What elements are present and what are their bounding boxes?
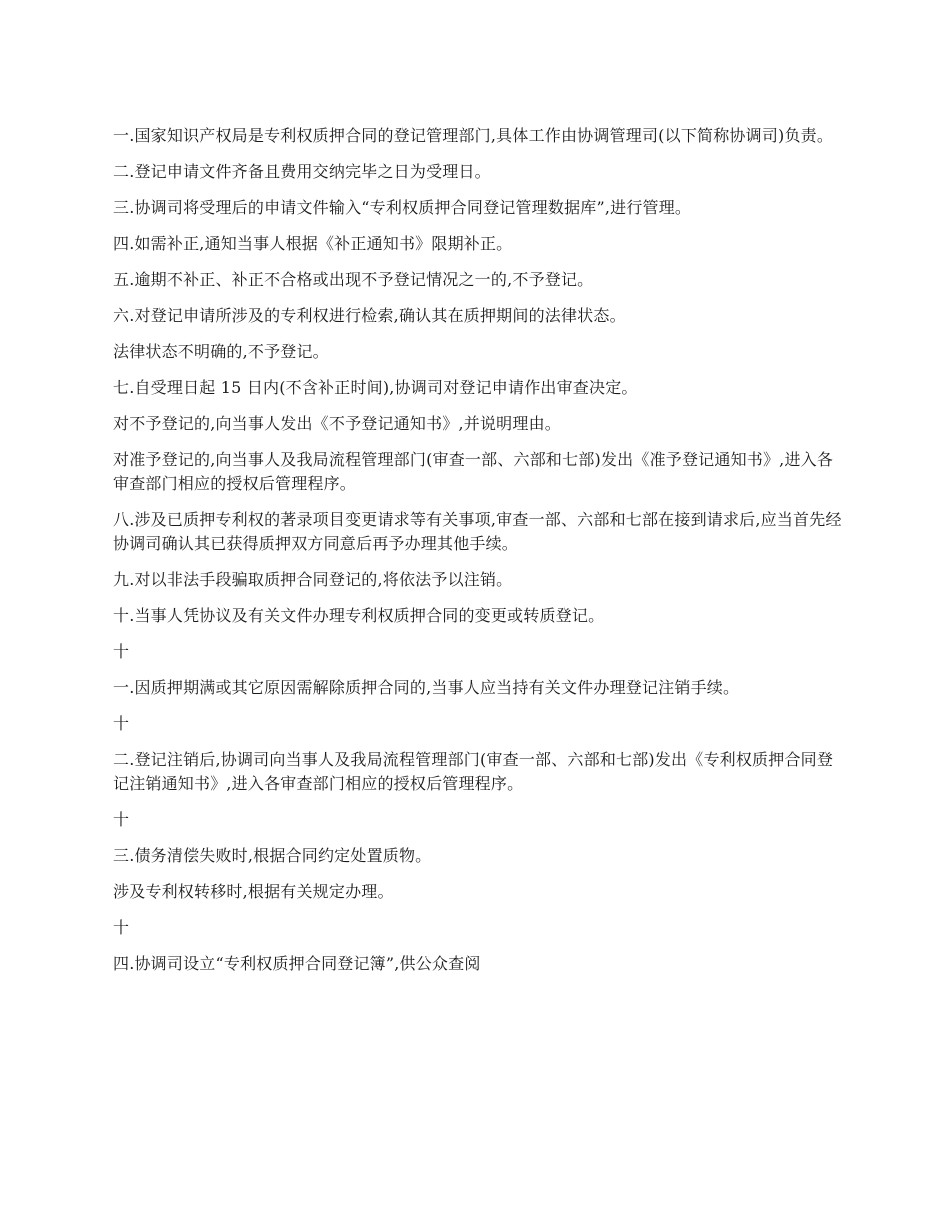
paragraph-10: 对准予登记的,向当事人及我局流程管理部门(审查一部、六部和七部)发出《准予登记通知书》,进入各审查部门相应的授权后管理程序。 — [113, 450, 834, 493]
paragraph-22: 四.协调司设立“专利权质押合同登记簿”,供公众查阅 — [113, 954, 481, 973]
paragraph-3: 三.协调司将受理后的申请文件输入“专利权质押合同登记管理数据库”,进行管理。 — [113, 198, 692, 217]
paragraph-14: 十 — [113, 642, 130, 661]
paragraph-2: 二.登记申请文件齐备且费用交纳完毕之日为受理日。 — [113, 162, 491, 181]
paragraph-5: 五.逾期不补正、补正不合格或出现不予登记情况之一的,不予登记。 — [113, 270, 594, 289]
paragraph-17: 二.登记注销后,协调司向当事人及我局流程管理部门(审查一部、六部和七部)发出《专利权质押合同登记注销通知书》,进入各审查部门相应的授权后管理程序。 — [113, 750, 834, 793]
paragraph-21: 十 — [113, 918, 130, 937]
paragraph-6: 六.对登记申请所涉及的专利权进行检索,确认其在质押期间的法律状态。 — [113, 306, 626, 325]
paragraph-4: 四.如需补正,通知当事人根据《补正通知书》限期补正。 — [113, 234, 513, 253]
paragraph-7: 法律状态不明确的,不予登记。 — [113, 342, 329, 361]
paragraph-19: 三.债务清偿失败时,根据合同约定处置质物。 — [113, 846, 432, 865]
document-body — [113, 124, 843, 988]
paragraph-18: 十 — [113, 810, 130, 829]
paragraph-15: 一.因质押期满或其它原因需解除质押合同的,当事人应当持有关文件办理登记注销手续。 — [113, 678, 740, 697]
paragraph-11: 八.涉及已质押专利权的著录项目变更请求等有关事项,审查一部、六部和七部在接到请求后,应当首先经协调司确认其已获得质押双方同意后再予办理其他手续。 — [113, 510, 842, 553]
paragraph-9: 对不予登记的,向当事人发出《不予登记通知书》,并说明理由。 — [113, 414, 561, 433]
paragraph-20: 涉及专利权转移时,根据有关规定办理。 — [113, 882, 394, 901]
paragraph-8: 七.自受理日起 15 日内(不含补正时间),协调司对登记申请作出审查决定。 — [113, 378, 638, 397]
paragraph-16: 十 — [113, 714, 130, 733]
paragraph-1: 一.国家知识产权局是专利权质押合同的登记管理部门,具体工作由协调管理司(以下简称协调司)负责。 — [113, 126, 834, 145]
paragraph-12: 九.对以非法手段骗取质押合同登记的,将依法予以注销。 — [113, 570, 513, 589]
paragraph-13: 十.当事人凭协议及有关文件办理专利权质押合同的变更或转质登记。 — [113, 606, 605, 625]
